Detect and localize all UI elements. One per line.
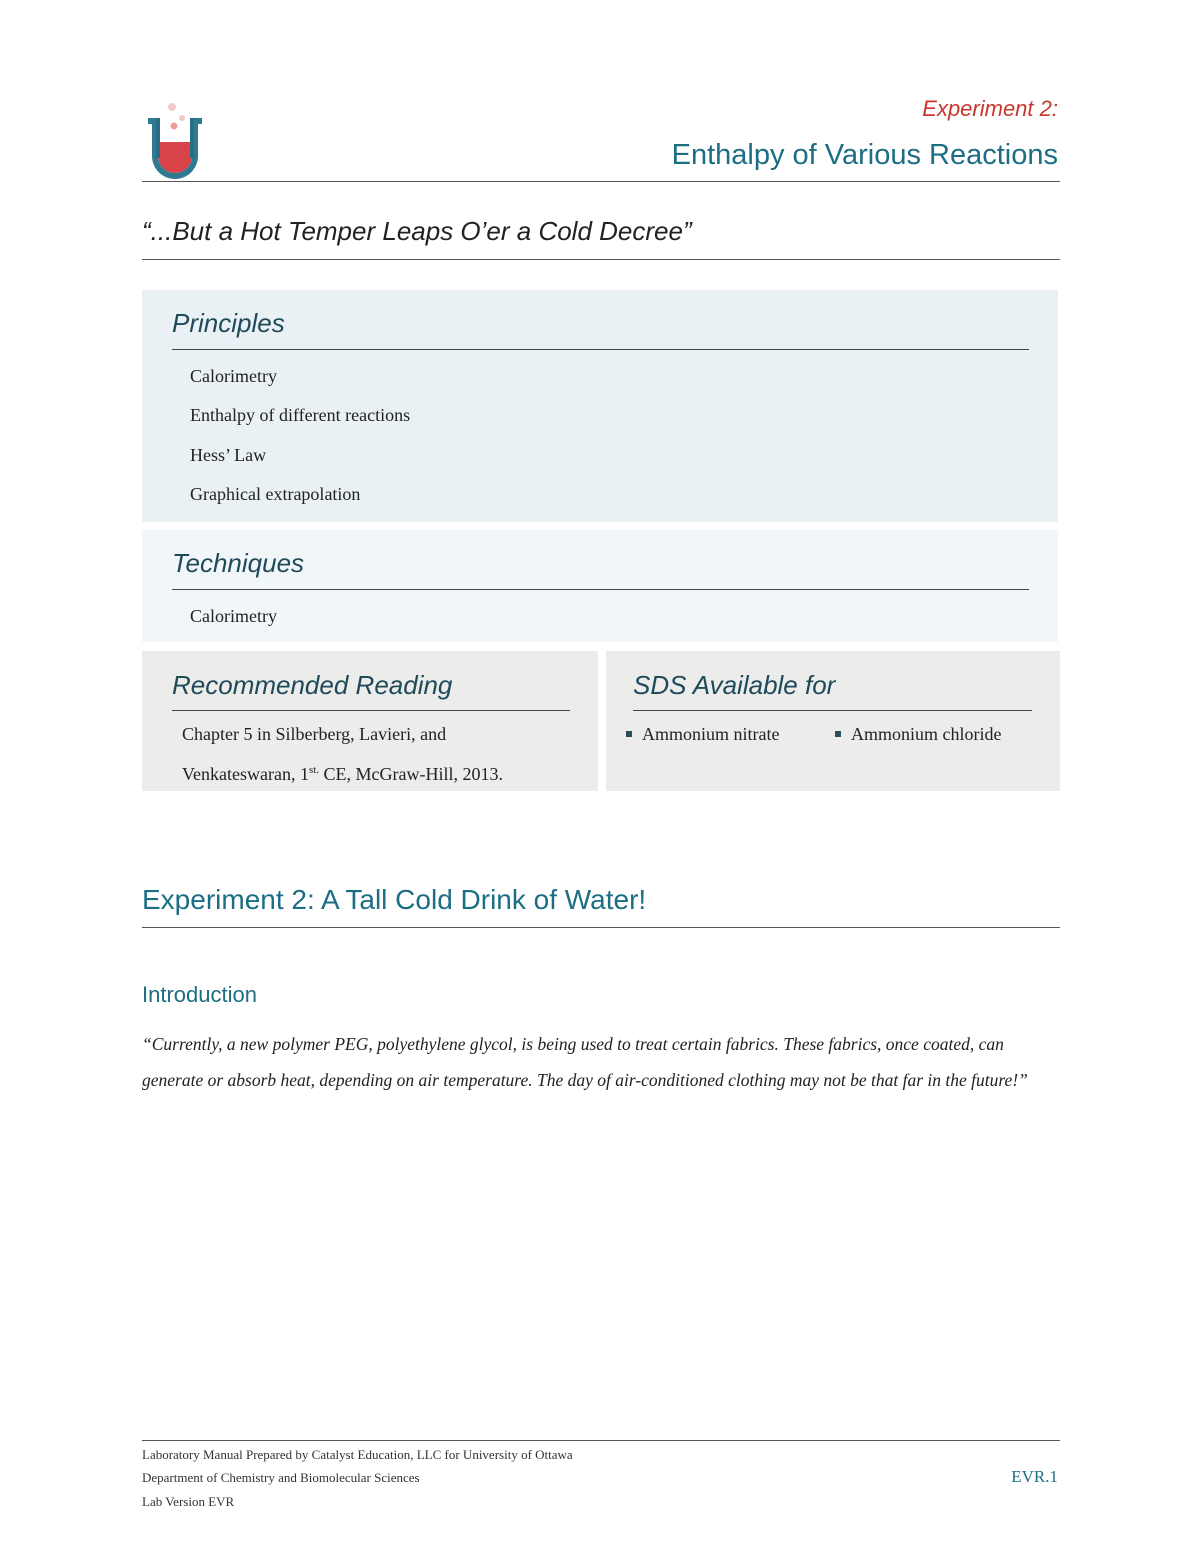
- techniques-panel: [142, 530, 1058, 642]
- chapter-subtitle: “...But a Hot Temper Leaps O’er a Cold Decree”: [142, 216, 692, 246]
- footer-line-3: Lab Version EVR: [142, 1494, 235, 1509]
- reading-divider: [172, 710, 570, 711]
- sds-heading: SDS Available for: [633, 670, 836, 700]
- experiment-label: Experiment 2:: [922, 96, 1058, 121]
- subtitle-divider: [142, 259, 1060, 260]
- reading-line-2-pre: Venkateswaran, 1: [182, 764, 309, 784]
- reading-heading: Recommended Reading: [172, 670, 453, 700]
- principles-item: Calorimetry: [190, 366, 277, 386]
- sds-item: [835, 724, 1001, 745]
- square-bullet-icon: [626, 731, 632, 737]
- techniques-heading: Techniques: [172, 548, 305, 578]
- header-divider: [142, 181, 1060, 182]
- reading-line-2: [182, 752, 582, 792]
- techniques-item: Calorimetry: [190, 606, 277, 626]
- footer-divider: [142, 1440, 1060, 1441]
- introduction-quote: “Currently, a new polymer PEG, polyethylene glycol, is being used to treat certain fabrics. These fabrics, once coated, can generate or absorb heat, depending on air temperature. The day of air-conditioned clothing may not be that far in the future!”: [142, 1034, 1028, 1090]
- page-title: Enthalpy of Various Reactions: [671, 139, 1058, 171]
- footer-line-1: Laboratory Manual Prepared by Catalyst Education, LLC for University of Ottawa: [142, 1447, 573, 1462]
- reading-line-2-post: CE, McGraw-Hill, 2013.: [319, 764, 504, 784]
- techniques-divider: [172, 589, 1029, 590]
- introduction-heading: Introduction: [142, 982, 257, 1007]
- principles-item: Hess’ Law: [190, 445, 267, 465]
- footer-line-2: Department of Chemistry and Biomolecular Sciences: [142, 1470, 420, 1485]
- principles-heading: Principles: [172, 308, 285, 338]
- page-number: EVR.1: [1011, 1467, 1058, 1486]
- university-logo: [142, 100, 208, 180]
- principles-divider: [172, 349, 1029, 350]
- square-bullet-icon: [835, 731, 841, 737]
- sds-item-label: Ammonium nitrate: [642, 724, 780, 744]
- section-divider: [142, 927, 1060, 928]
- section-title: Experiment 2: A Tall Cold Drink of Water!: [142, 884, 647, 915]
- principles-item: Graphical extrapolation: [190, 484, 361, 504]
- principles-item: Enthalpy of different reactions: [190, 405, 411, 425]
- sds-divider: [633, 710, 1032, 711]
- reading-line-1: Chapter 5 in Silberberg, Lavieri, and: [182, 724, 447, 744]
- sds-item: [626, 724, 779, 745]
- reading-edition-sup: st.: [308, 764, 320, 776]
- sds-item-label: Ammonium chloride: [851, 724, 1002, 744]
- reading-citation: [182, 716, 582, 792]
